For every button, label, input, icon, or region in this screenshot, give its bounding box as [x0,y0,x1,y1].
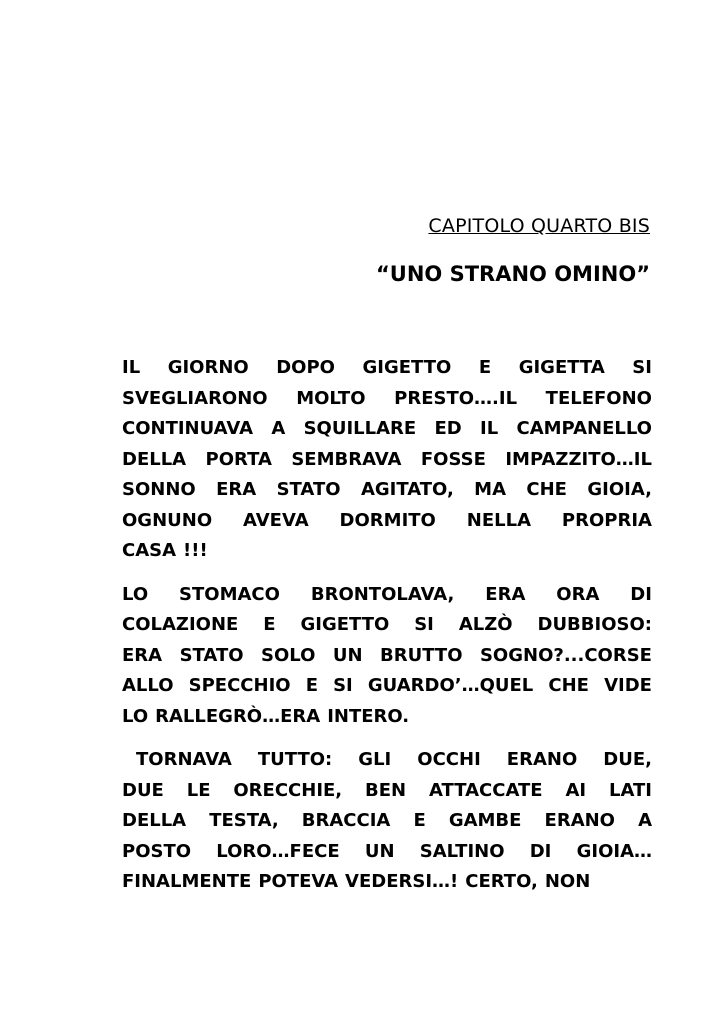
paragraph-3 [122,745,652,898]
text-line [122,671,652,702]
word: TUTTO: [257,749,333,770]
word: !!! [183,540,208,561]
word: LATI [608,779,652,801]
word: OCCHI [417,749,481,770]
text-line [122,475,652,506]
body-text [122,353,652,911]
word: A [271,418,286,439]
word: AVEVA [243,509,309,531]
text-line [122,867,652,898]
word: BRUTTO [380,644,463,666]
text-line [122,506,652,537]
word: LE [186,779,211,801]
word: DUE [122,779,164,801]
word: ORECCHIE, [233,779,343,801]
word: LO [122,583,149,605]
word: ERANO [544,810,615,831]
word: BRACCIA [301,810,391,831]
word: E [263,614,276,635]
word: TESTA, [209,810,279,831]
word: SI [414,614,434,635]
word: DELLA [122,810,187,831]
word: UN [332,644,363,666]
word: NELLA [466,509,531,531]
text-line [122,536,652,567]
word: DOPO [276,357,335,378]
word: OGNUNO [122,509,213,531]
word: TELEFONO [545,387,652,409]
chapter-title: “UNO STRANO OMINO” [376,262,650,286]
text-line [122,610,652,641]
word: AI [565,779,587,801]
word: ALZÒ [458,614,513,635]
word: E [478,357,492,378]
chapter-label: CAPITOLO QUARTO BIS [428,215,650,237]
text-line [122,580,652,611]
word: POSTO [122,840,192,862]
word: E [305,675,318,696]
word: GUARDO’…QUEL [367,675,534,696]
word: SI [333,675,353,696]
word: IMPAZZITO…IL [505,448,652,470]
word: ATTACCATE [429,779,543,801]
word: SALTINO [419,840,505,862]
word: RALLEGRÒ…ERA [155,705,321,727]
word: CHE [548,675,589,696]
word: IL [122,357,141,378]
word: VEDERSI…! [345,871,459,892]
word: ERA [216,479,257,500]
word: ERA [122,644,163,666]
word: SI [632,357,652,378]
word: UN [364,840,395,862]
word: A [638,810,652,831]
word: SVEGLIARONO [122,387,268,409]
word: PROPRIA [561,509,652,531]
word: ALLO [122,675,174,696]
word: ERANO [506,749,578,770]
word: GAMBE [448,810,522,831]
word: AGITATO, [360,479,454,500]
word: GIORNO [167,357,249,378]
word: DELLA [122,448,187,470]
word: POTEVA [258,871,339,892]
word: LORO…FECE [216,840,340,862]
word: CHE [526,479,567,500]
text-line [122,702,652,733]
word: PRESTO….IL [394,387,518,409]
text-line [122,445,652,476]
word: BRONTOLAVA, [310,583,455,605]
word: LO [122,705,149,727]
word: DUE, [603,749,652,770]
word: INTERO. [327,705,410,727]
word: SPECCHIO [188,675,291,696]
word: DORMITO [339,509,436,531]
text-line [122,776,652,807]
word: COLAZIONE [122,614,239,635]
word: STATO [179,644,244,666]
text-line [122,641,652,672]
word: GIGETTO [300,614,390,635]
word: CONTINUAVA [122,418,254,439]
word: IL [480,418,499,439]
word: DI [529,840,552,862]
paragraph-1 [122,353,652,567]
word: DI [630,583,652,605]
word: PORTA [205,448,272,470]
text-line [122,414,652,445]
word: NON [544,871,591,892]
word: GIGETTA [518,357,605,378]
word: SQUILLARE [303,418,417,439]
word: ORA [556,583,600,605]
word: CERTO, [465,871,538,892]
word: ED [434,418,462,439]
word: SONNO [122,479,196,500]
text-line [122,353,652,384]
word: GIOIA, [587,479,652,500]
word: CAMPANELLO [516,418,652,439]
text-line [122,837,652,868]
word: ERA [485,583,526,605]
paragraph-2 [122,580,652,733]
word: DUBBIOSO: [537,614,652,635]
word: TORNAVA [136,749,232,770]
word: E [413,810,426,831]
word: BEN [365,779,407,801]
text-line [122,806,652,837]
word: STOMACO [179,583,280,605]
word: MA [474,479,507,500]
word: SOGNO?...CORSE [479,644,652,666]
text-line [122,745,652,776]
text-line [122,384,652,415]
word: VIDE [604,675,652,696]
word: GIGETTO [362,357,452,378]
word: MOLTO [296,387,366,409]
word: SOLO [261,644,316,666]
word: FINALMENTE [122,871,252,892]
word: GIOIA… [576,840,652,862]
word: SEMBRAVA [291,448,402,470]
word: GLI [358,749,392,770]
word: FOSSE [420,448,486,470]
word: CASA [122,540,177,561]
word: STATO [276,479,341,500]
